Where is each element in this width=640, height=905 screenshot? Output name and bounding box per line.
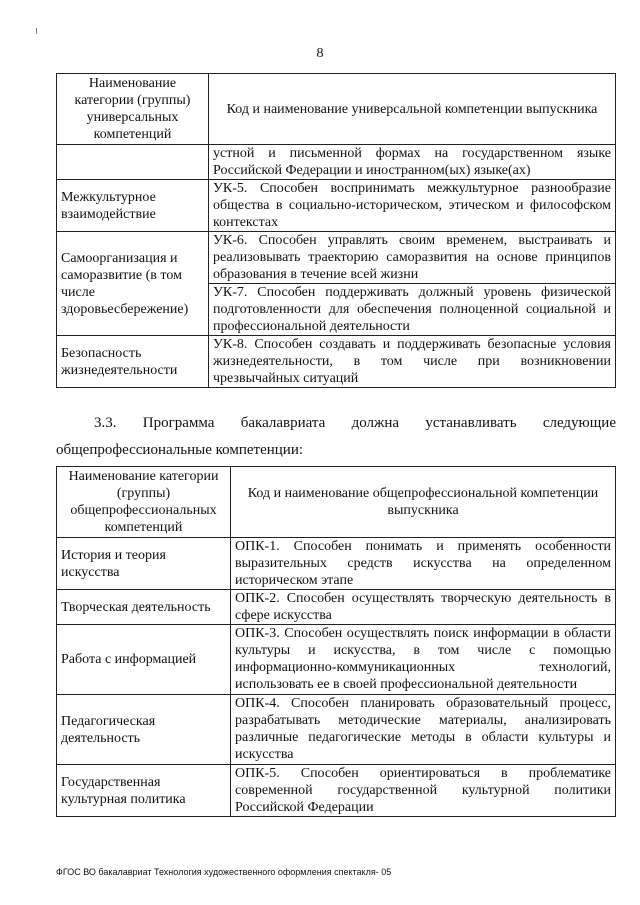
table-header-row [57, 74, 616, 145]
header-competence: Код и наименование общепрофессиональной компетенции выпускника [231, 467, 616, 538]
paragraph-word: следующие [542, 415, 616, 431]
row-competence: ОПК-1. Способен понимать и применять особенности выразительных средств искусства на определенном историческом этапе [231, 538, 616, 590]
general-professional-competences-table [56, 466, 616, 817]
universal-competences-table [56, 73, 616, 388]
paragraph-word: устанавливать [425, 415, 517, 431]
paragraph-word: Программа [142, 415, 215, 431]
row-competence: ОПК-2. Способен осуществлять творческую деятельность в сфере искусства [231, 590, 616, 625]
row-competence: ОПК-4. Способен планировать образовательный процесс, разрабатывать методические материалы, анализировать различные педагогические методы в области культуры и искусства [231, 695, 616, 765]
table-row [57, 232, 616, 284]
row-competence: ОПК-5. Способен ориентироваться в проблематике современной государственной культурной политики Российской Федерации [231, 765, 616, 817]
paragraph-word: бакалавриата [240, 415, 326, 431]
row-category: Педагогическая деятельность [57, 695, 231, 765]
header-competence: Код и наименование универсальной компетенции выпускника [209, 74, 616, 145]
paragraph-line-2: общепрофессиональные компетенции: [56, 442, 304, 458]
document-footer: ФГОС ВО бакалавриат Технология художественного оформления спектакля- 05 [56, 867, 392, 877]
table-row [57, 145, 616, 180]
table-row [57, 590, 616, 625]
paragraph-word: 3.3. [94, 415, 117, 431]
row-competence: УК-8. Способен создавать и поддерживать безопасные условия жизнедеятельности, в том числе при возникновении чрезвычайных ситуаций [209, 336, 616, 388]
row-category: История и теория искусства [57, 538, 231, 590]
paragraph-3-3 [56, 415, 616, 432]
row-competence: устной и письменной формах на государственном языке Российской Федерации и иностранном(ых) языке(ах) [209, 145, 616, 180]
page-number: 8 [316, 46, 324, 61]
row-category: Творческая деятельность [57, 590, 231, 625]
table-header-row [57, 467, 616, 538]
row-competence: УК-6. Способен управлять своим временем, выстраивать и реализовывать траекторию саморазвития на основе принципов образования в течение всей жизни [209, 232, 616, 284]
table-row [57, 180, 616, 232]
row-competence: УК-5. Способен воспринимать межкультурное разнообразие общества в социально-историческом, этическом и философском контекстах [209, 180, 616, 232]
row-category [57, 145, 209, 180]
table-row [57, 625, 616, 695]
row-category: Безопасность жизнедеятельности [57, 336, 209, 388]
header-category: Наименование категории (группы) общепрофессиональных компетенций [57, 467, 231, 538]
row-competence: УК-7. Способен поддерживать должный уровень физической подготовленности для обеспечения полноценной социальной и профессиональной деятельности [209, 284, 616, 336]
header-category: Наименование категории (группы) универсальных компетенций [57, 74, 209, 145]
table-row [57, 765, 616, 817]
row-category: Самоорганизация и саморазвитие (в том числе здоровьесбережение) [57, 232, 209, 336]
table-row [57, 695, 616, 765]
table-row [57, 538, 616, 590]
row-category: Работа с информацией [57, 625, 231, 695]
row-category: Государственная культурная политика [57, 765, 231, 817]
edge-mark [36, 28, 37, 34]
paragraph-word: должна [351, 415, 400, 431]
row-competence: ОПК-3. Способен осуществлять поиск информации в области культуры и искусства, в том числе с помощью информационно-коммуникационных технологий, использовать ее в своей профессиональной деятельности [231, 625, 616, 695]
table-row [57, 336, 616, 388]
row-category: Межкультурное взаимодействие [57, 180, 209, 232]
